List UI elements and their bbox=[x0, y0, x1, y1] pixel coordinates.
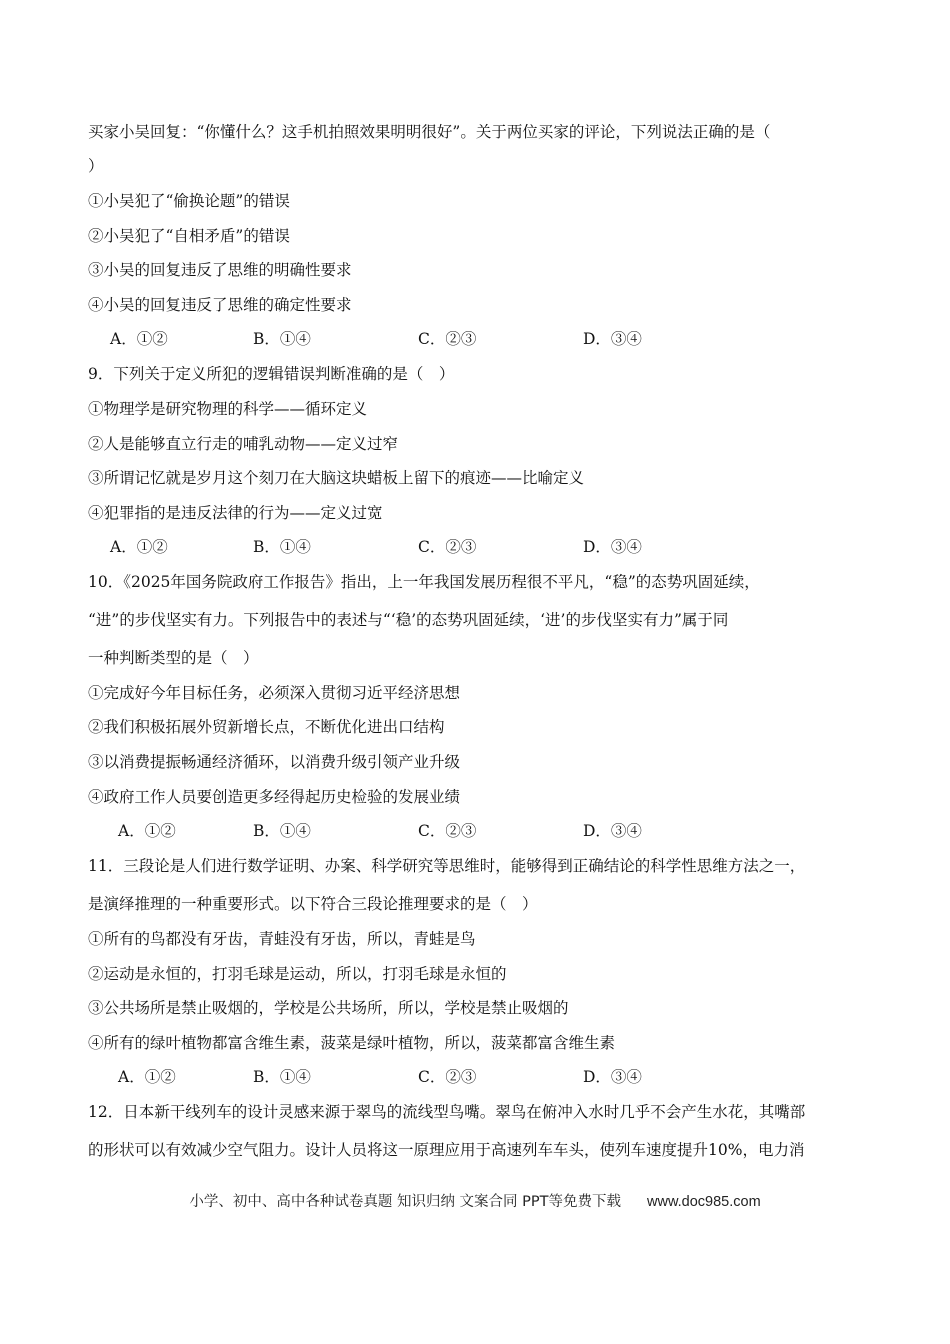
question-12-stem-1: 12．日本新干线列车的设计灵感来源于翠鸟的流线型鸟嘴。翠鸟在俯冲入水时几乎不会产生水花，其嘴部 bbox=[88, 1103, 806, 1121]
footer-text: 小学、初中、高中各种试卷真题 知识归纳 文案合同 PPT等免费下载 bbox=[189, 1194, 622, 1210]
question-9-options bbox=[88, 536, 868, 558]
question-10-item-2: ②我们积极拓展外贸新增长点，不断优化进出口结构 bbox=[88, 718, 445, 736]
question-11-stem-2: 是演绎推理的一种重要形式。以下符合三段论推理要求的是（ ） bbox=[88, 895, 538, 913]
page-footer bbox=[0, 1190, 950, 1211]
question-8-options bbox=[88, 328, 868, 350]
option-d: D．③④ bbox=[583, 538, 642, 556]
question-8-item-4: ④小吴的回复违反了思维的确定性要求 bbox=[88, 296, 352, 314]
question-8-item-2: ②小吴犯了“自相矛盾”的错误 bbox=[88, 227, 290, 245]
option-a: A．①② bbox=[118, 1068, 176, 1086]
question-10-stem-1: 10．《2025年国务院政府工作报告》指出，上一年我国发展历程很不平凡，“稳”的态势巩固延续， bbox=[88, 573, 760, 591]
question-8-item-3: ③小吴的回复违反了思维的明确性要求 bbox=[88, 261, 352, 279]
question-10-options bbox=[88, 820, 868, 842]
question-8-item-1: ①小吴犯了“偷换论题”的错误 bbox=[88, 192, 290, 210]
option-c: C．②③ bbox=[418, 822, 477, 840]
question-10-item-3: ③以消费提振畅通经济循环，以消费升级引领产业升级 bbox=[88, 753, 461, 771]
question-11-item-2: ②运动是永恒的，打羽毛球是运动，所以，打羽毛球是永恒的 bbox=[88, 965, 507, 983]
question-11-item-3: ③公共场所是禁止吸烟的，学校是公共场所，所以，学校是禁止吸烟的 bbox=[88, 999, 569, 1017]
question-11-stem-1: 11．三段论是人们进行数学证明、办案、科学研究等思维时，能够得到正确结论的科学性思维方法之一， bbox=[88, 857, 806, 875]
option-b: B．①④ bbox=[253, 538, 311, 556]
question-10-stem-3: 一种判断类型的是（ ） bbox=[88, 649, 259, 667]
question-12-stem-2: 的形状可以有效减少空气阻力。设计人员将这一原理应用于高速列车车头，使列车速度提升10%，电力消 bbox=[88, 1141, 805, 1159]
question-9-stem: 9．下列关于定义所犯的逻辑错误判断准确的是（ ） bbox=[88, 365, 455, 383]
question-9-item-3: ③所谓记忆就是岁月这个刻刀在大脑这块蜡板上留下的痕迹——比喻定义 bbox=[88, 469, 585, 487]
option-a: A．①② bbox=[110, 538, 168, 556]
question-10-item-1: ①完成好今年目标任务，必须深入贯彻习近平经济思想 bbox=[88, 684, 461, 702]
option-c: C．②③ bbox=[418, 1068, 477, 1086]
option-b: B．①④ bbox=[253, 330, 311, 348]
question-9-item-4: ④犯罪指的是违反法律的行为——定义过宽 bbox=[88, 504, 383, 522]
question-10-item-4: ④政府工作人员要创造更多经得起历史检验的发展业绩 bbox=[88, 788, 461, 806]
option-a: A．①② bbox=[110, 330, 168, 348]
option-c: C．②③ bbox=[418, 330, 477, 348]
option-d: D．③④ bbox=[583, 1068, 642, 1086]
footer-url[interactable]: www.doc985.com bbox=[647, 1194, 761, 1210]
question-8-stem-end: ） bbox=[88, 157, 104, 175]
question-8-stem: 买家小吴回复：“你懂什么？这手机拍照效果明明很好”。关于两位买家的评论，下列说法正确的是（ bbox=[88, 123, 771, 141]
question-11-options bbox=[88, 1066, 868, 1088]
option-b: B．①④ bbox=[253, 1068, 311, 1086]
question-9-item-1: ①物理学是研究物理的科学——循环定义 bbox=[88, 400, 368, 418]
question-11-item-1: ①所有的鸟都没有牙齿，青蛙没有牙齿，所以，青蛙是鸟 bbox=[88, 930, 476, 948]
option-c: C．②③ bbox=[418, 538, 477, 556]
option-b: B．①④ bbox=[253, 822, 311, 840]
question-10-stem-2: “进”的步伐坚实有力。下列报告中的表述与“‘稳’的态势巩固延续，‘进’的步伐坚实有力”属于同 bbox=[88, 611, 729, 629]
option-d: D．③④ bbox=[583, 330, 642, 348]
option-a: A．①② bbox=[118, 822, 176, 840]
question-9-item-2: ②人是能够直立行走的哺乳动物——定义过窄 bbox=[88, 435, 399, 453]
question-11-item-4: ④所有的绿叶植物都富含维生素，菠菜是绿叶植物，所以，菠菜都富含维生素 bbox=[88, 1034, 616, 1052]
option-d: D．③④ bbox=[583, 822, 642, 840]
